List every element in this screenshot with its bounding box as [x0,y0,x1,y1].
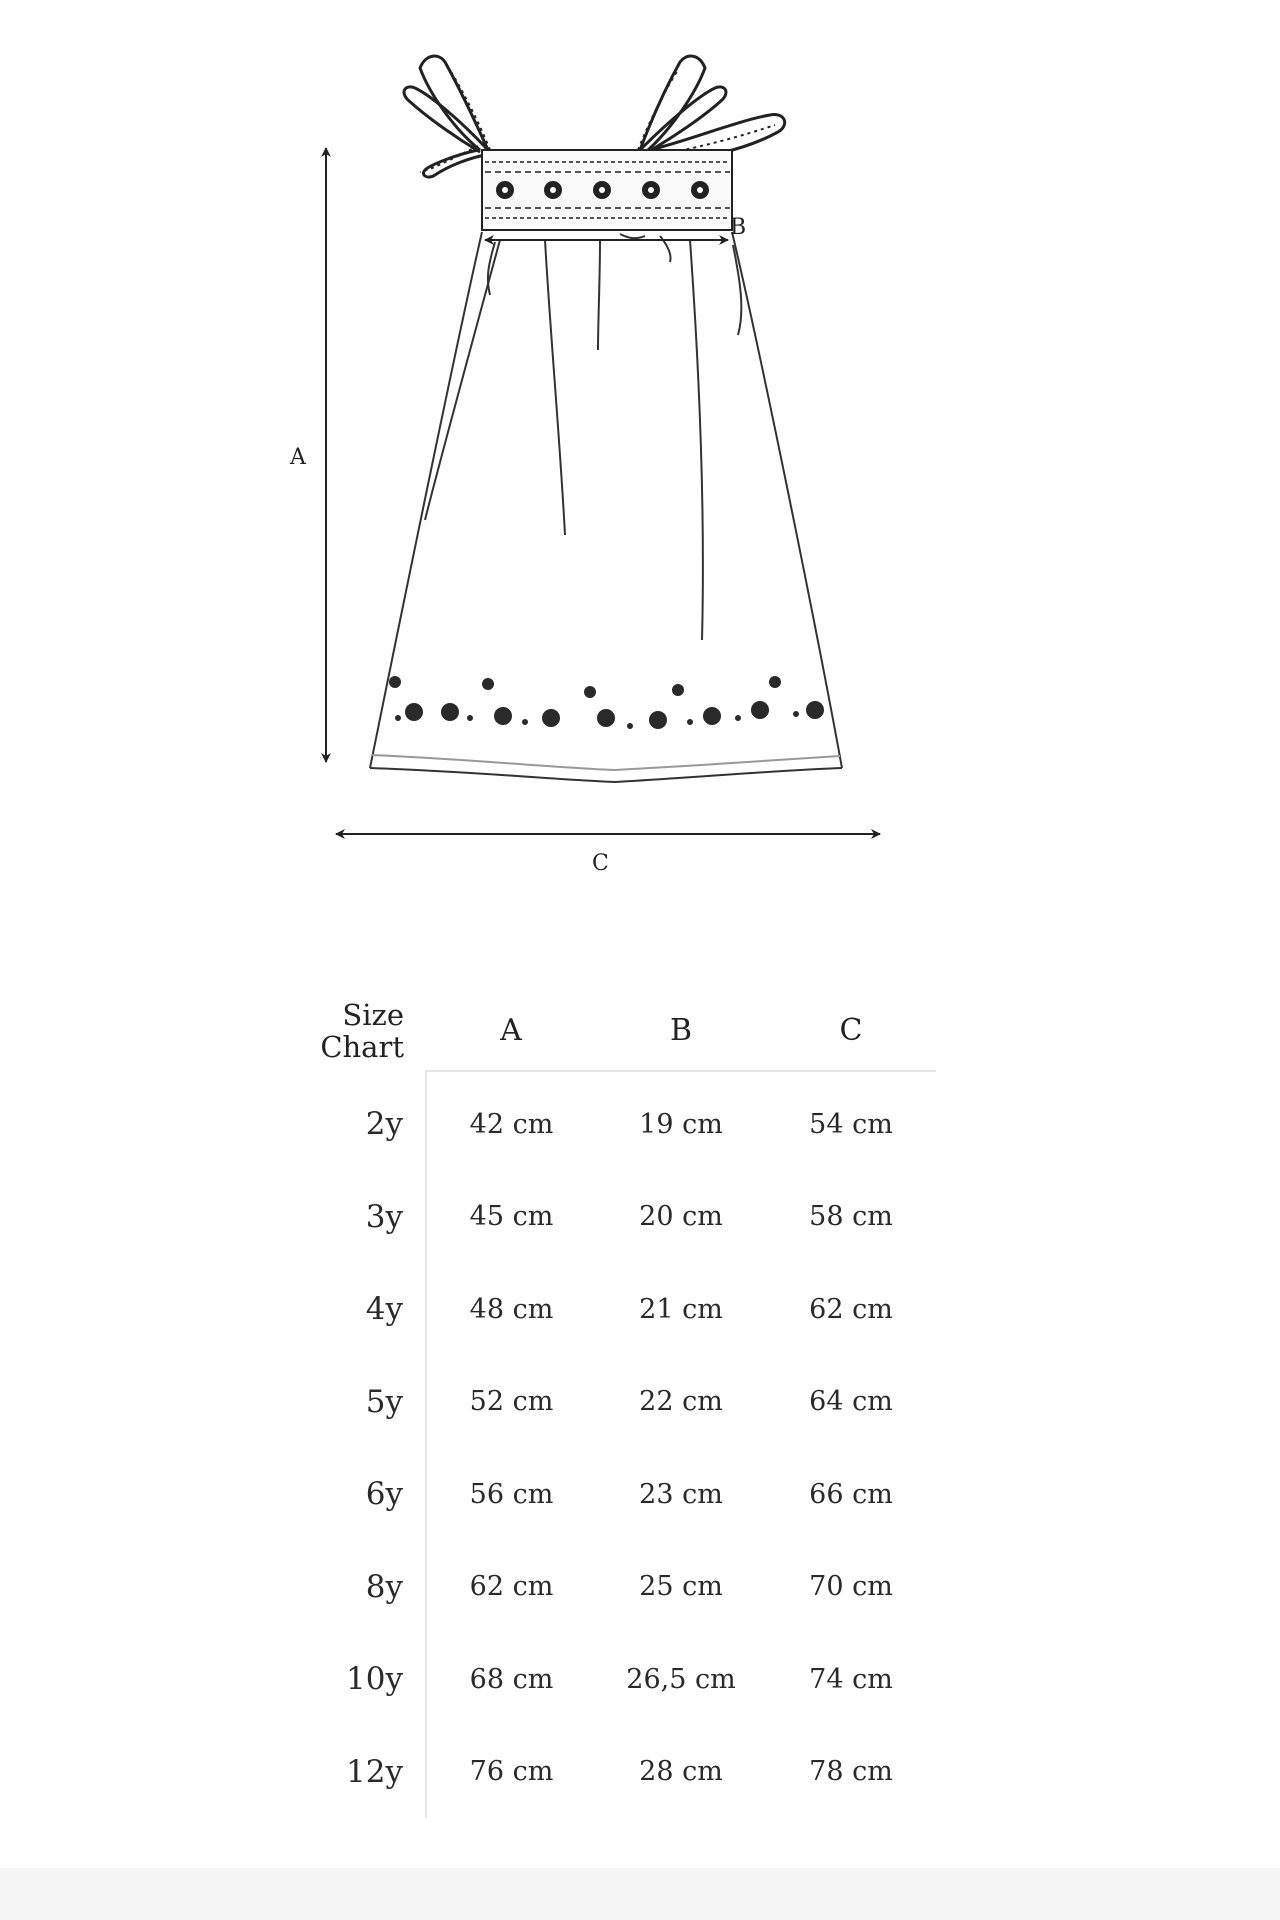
b-cell: 23 cm [639,1478,723,1510]
label-c: C [592,851,609,876]
c-cell: 54 cm [809,1108,893,1140]
size-cell: 12y [346,1753,403,1790]
right-bow [638,56,785,160]
a-cell: 62 cm [426,1541,596,1634]
a-cell: 52 cm [426,1356,596,1449]
column-header-a: A [426,990,596,1071]
skirt [370,232,842,782]
size-chart-corner [285,990,426,1071]
column-header-b: B [596,990,766,1071]
b-cell: 19 cm [639,1108,723,1140]
corner-line-2: Chart [320,1029,404,1064]
a-cell: 76 cm [426,1726,596,1819]
corner-line-1: Size [342,997,404,1032]
c-cell: 58 cm [809,1201,893,1233]
a-cell: 56 cm [426,1448,596,1541]
a-cell: 68 cm [426,1633,596,1726]
a-cell: 48 cm [426,1263,596,1356]
table-row [285,1171,936,1264]
size-cell: 10y [346,1661,403,1698]
c-cell: 62 cm [809,1293,893,1325]
size-cell: 6y [365,1476,403,1513]
table-row [285,1448,936,1541]
dress-diagram [0,0,1280,900]
b-cell: 25 cm [639,1571,723,1603]
left-bow [404,56,490,177]
b-cell: 26,5 cm [626,1663,736,1695]
c-cell: 78 cm [809,1756,893,1788]
table-row [285,1263,936,1356]
c-cell: 74 cm [809,1663,893,1695]
label-a: A [290,445,306,470]
label-b: B [730,215,747,240]
c-cell: 70 cm [809,1571,893,1603]
b-cell: 20 cm [639,1201,723,1233]
b-cell: 22 cm [639,1386,723,1418]
column-header-c: C [766,990,936,1071]
c-cell: 64 cm [809,1386,893,1418]
bottom-strip [0,1868,1280,1920]
b-cell: 28 cm [639,1756,723,1788]
smocked-bodice [482,150,732,230]
size-cell: 2y [365,1105,403,1142]
a-cell: 45 cm [426,1171,596,1264]
a-cell: 42 cm [426,1071,596,1171]
table-row [285,1633,936,1726]
size-cell: 5y [365,1383,403,1420]
table-row [285,1726,936,1819]
table-row [285,1541,936,1634]
size-chart-table [285,990,936,1818]
size-cell: 3y [365,1198,403,1235]
size-cell: 4y [365,1291,403,1328]
size-cell: 8y [365,1568,403,1605]
hem-embroidery [389,676,824,729]
c-cell: 66 cm [809,1478,893,1510]
table-row [285,1071,936,1171]
table-row [285,1356,936,1449]
b-cell: 21 cm [639,1293,723,1325]
